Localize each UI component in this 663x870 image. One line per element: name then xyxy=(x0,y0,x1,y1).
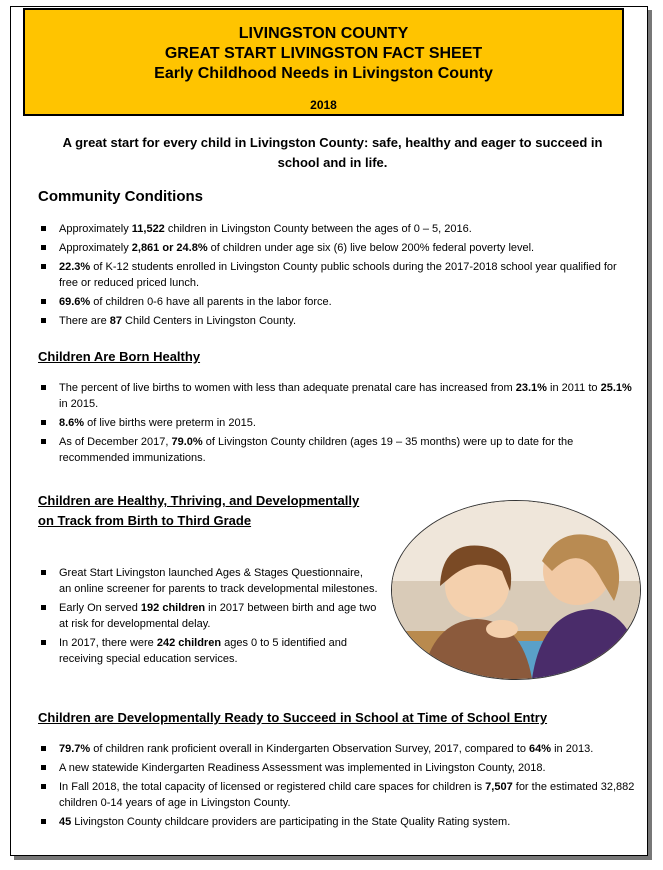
highlight-value: 8.6% xyxy=(59,417,85,429)
highlight-value: 25.1% xyxy=(600,382,632,394)
highlight-value: 69.6% xyxy=(59,296,91,308)
item-text: in 2011 to xyxy=(546,382,601,394)
header-fact-sheet-title: GREAT START LIVINGSTON FACT SHEET xyxy=(164,45,483,62)
bullet-icon xyxy=(41,439,46,444)
header-subtitle: Early Childhood Needs in Livingston County xyxy=(154,65,493,82)
item-text: in 2015. xyxy=(59,398,99,410)
bullet-icon xyxy=(41,264,46,269)
highlight-value: 11,522 xyxy=(131,223,165,235)
list-item xyxy=(38,259,638,291)
item-text: In 2017, there were xyxy=(59,637,157,649)
list-item xyxy=(38,565,378,597)
item-text: in 2017 between birth and age two at risk for developmental delay. xyxy=(59,602,377,630)
item-text: A new statewide Kindergarten Readiness Assessment was implemented in Livingston County, 2018. xyxy=(59,762,546,774)
bullet-icon xyxy=(41,570,46,575)
list-item xyxy=(38,221,638,237)
list-item xyxy=(38,313,638,329)
bullet-icon xyxy=(41,765,46,770)
item-text: for the estimated 32,882 children 0-14 years of age in Livingston County. xyxy=(59,781,635,809)
item-text: in 2013. xyxy=(551,743,594,755)
item-text: The percent of live births to women with less than adequate prenatal care has increased from xyxy=(59,382,516,394)
photo-illustration xyxy=(392,501,640,679)
list-item xyxy=(38,434,638,466)
highlight-value: 45 xyxy=(59,816,72,828)
highlight-value: 79.7% xyxy=(59,743,91,755)
item-text: of live births were preterm in 2015. xyxy=(84,417,256,429)
highlight-value: 242 children xyxy=(156,637,222,649)
highlight-value: 7,507 xyxy=(485,781,513,793)
list-item xyxy=(38,600,378,632)
bullet-icon xyxy=(41,605,46,610)
item-text: Child Centers in Livingston County. xyxy=(122,315,297,327)
born-healthy-list xyxy=(38,380,638,469)
list-item xyxy=(38,380,638,412)
bullet-icon xyxy=(41,385,46,390)
item-text: of children 0-6 have all parents in the labor force. xyxy=(90,296,332,308)
community-conditions-list xyxy=(38,221,638,332)
section-title-community-conditions: Community Conditions xyxy=(38,188,203,205)
bullet-icon xyxy=(41,245,46,250)
item-text: Approximately xyxy=(59,223,132,235)
section-title-healthy-thriving: Children are Healthy, Thriving, and Developmentally on Track from Birth to Third Grade xyxy=(38,493,360,528)
section-title-ready-to-succeed: Children are Developmentally Ready to Succeed in School at Time of School Entry xyxy=(38,710,548,725)
list-item xyxy=(38,240,638,256)
list-item xyxy=(38,814,638,830)
bullet-icon xyxy=(41,784,46,789)
item-text: In Fall 2018, the total capacity of licensed or registered child care spaces for children is xyxy=(59,781,486,793)
list-item xyxy=(38,779,638,811)
item-text: As of December 2017, xyxy=(59,436,172,448)
item-text: Livingston County childcare providers are participating in the State Quality Rating system. xyxy=(71,816,511,828)
bullet-icon xyxy=(41,226,46,231)
mother-child-photo xyxy=(391,500,641,680)
header-year: 2018 xyxy=(310,98,337,112)
highlight-value: 79.0% xyxy=(171,436,203,448)
item-text: of Livingston County children (ages 19 – 35 months) were up to date for the recommended immunizations. xyxy=(59,436,574,464)
healthy-thriving-list xyxy=(38,565,378,670)
bullet-icon xyxy=(41,819,46,824)
highlight-value: 64% xyxy=(529,743,552,755)
list-item xyxy=(38,635,378,667)
bullet-icon xyxy=(41,746,46,751)
bullet-icon xyxy=(41,640,46,645)
list-item xyxy=(38,760,638,776)
item-text: Early On served xyxy=(59,602,141,614)
list-item xyxy=(38,415,638,431)
highlight-value: 192 children xyxy=(140,602,206,614)
item-text: children in Livingston County between the ages of 0 – 5, 2016. xyxy=(164,223,472,235)
bullet-icon xyxy=(41,299,46,304)
item-text: There are xyxy=(59,315,110,327)
highlight-value: 87 xyxy=(109,315,122,327)
ready-to-succeed-list xyxy=(38,741,638,833)
item-text: of K-12 students enrolled in Livingston County public schools during the 2017-2018 school year qualified for free or reduced priced lunch. xyxy=(59,261,617,289)
item-text: of children under age six (6) live below 200% federal poverty level. xyxy=(207,242,535,254)
item-text: of children rank proficient overall in Kindergarten Observation Survey, 2017, compared to xyxy=(90,743,530,755)
tagline: A great start for every child in Livingston County: safe, healthy and eager to succeed in school and in life. xyxy=(62,135,603,170)
section-title-born-healthy: Children Are Born Healthy xyxy=(38,349,201,364)
header-banner xyxy=(23,8,624,116)
highlight-value: 22.3% xyxy=(59,261,91,273)
list-item xyxy=(38,294,638,310)
header-county: LIVINGSTON COUNTY xyxy=(238,25,409,42)
item-text: Great Start Livingston launched Ages & Stages Questionnaire, an online screener for parents to track developmental milestones. xyxy=(59,567,378,595)
highlight-value: 23.1% xyxy=(515,382,547,394)
bullet-icon xyxy=(41,420,46,425)
highlight-value: 2,861 or 24.8% xyxy=(131,242,208,254)
bullet-icon xyxy=(41,318,46,323)
item-text: ages 0 to 5 identified and receiving special education services. xyxy=(59,637,348,665)
list-item xyxy=(38,741,638,757)
item-text: Approximately xyxy=(59,242,132,254)
